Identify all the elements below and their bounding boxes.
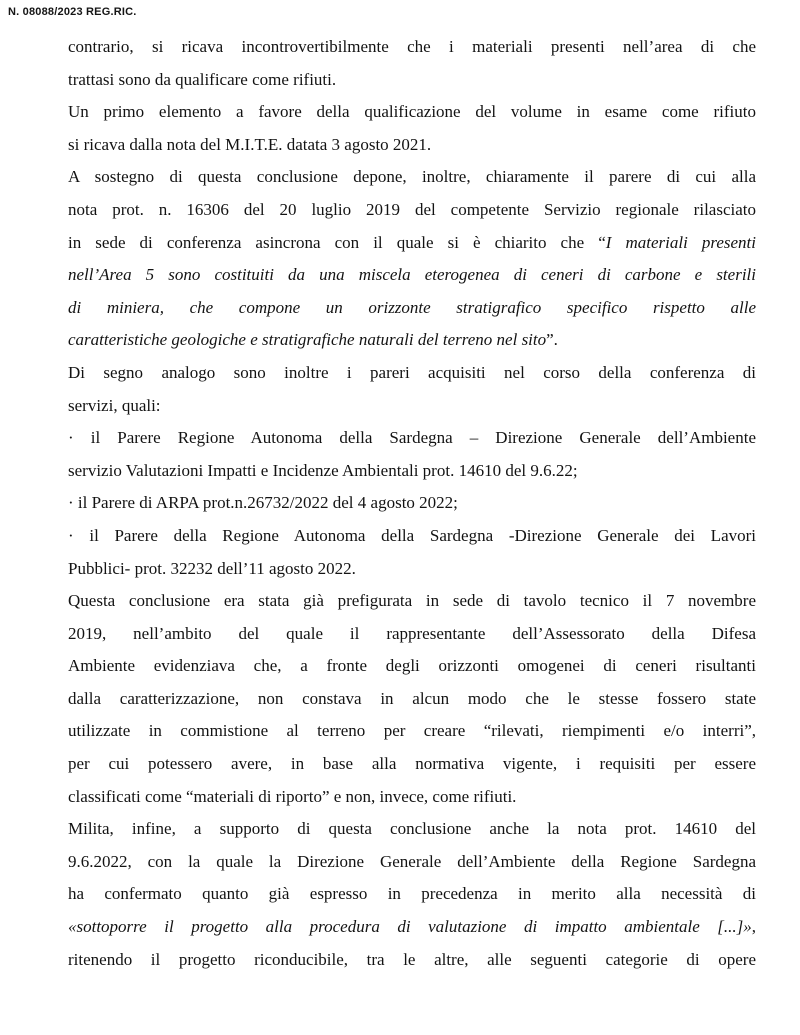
- body-text: contrario, si ricava incontrovertibilmente che i materiali presenti nell’area di che: [68, 37, 756, 56]
- document-line: [68, 683, 756, 716]
- body-text: Di segno analogo sono inoltre i pareri acquisiti nel corso della conferenza di: [68, 362, 756, 382]
- quoted-italic-text: I materiali presenti: [605, 232, 756, 252]
- document-line: [68, 553, 756, 586]
- body-text: · il Parere della Regione Autonoma della Sardegna -Direzione Generale dei Lavori: [68, 525, 756, 545]
- document-line: [68, 618, 756, 651]
- quoted-italic-text: «sottoporre il progetto alla procedura di valutazione di impatto ambientale [...]»: [68, 917, 752, 937]
- document-line: [68, 357, 756, 390]
- body-text: 2019, nell’ambito del quale il rappresentante dell’Assessorato della Difesa: [68, 623, 756, 643]
- document-line: [68, 813, 756, 846]
- document-line: [68, 520, 756, 553]
- case-number-header: N. 08088/2023 REG.RIC.: [8, 6, 137, 18]
- body-text: ”.: [546, 330, 558, 350]
- document-line: [68, 944, 756, 977]
- document-line: [68, 487, 756, 520]
- body-text: ritenendo il progetto riconducibile, tra le altre, alle seguenti categorie di opere: [68, 949, 756, 969]
- document-line: [68, 846, 756, 879]
- document-line: [68, 129, 756, 162]
- document-line: [68, 292, 756, 325]
- body-text: Milita, infine, a supporto di questa conclusione anche la nota prot. 14610 del: [68, 819, 756, 839]
- body-text: trattasi sono da qualificare come rifiuti.: [68, 69, 337, 89]
- body-text: 9.6.2022, con la quale la Direzione Generale dell’Ambiente della Regione Sardegna: [68, 851, 756, 871]
- body-text: servizi, quali:: [68, 395, 161, 415]
- body-text: servizio Valutazioni Impatti e Incidenze Ambientali prot. 14610 del 9.6.22;: [68, 460, 578, 480]
- body-text: per cui potessero avere, in base alla normativa vigente, i requisiti per essere: [68, 754, 756, 774]
- document-line: [68, 715, 756, 748]
- body-text: Pubblici- prot. 32232 dell’11 agosto 2022.: [68, 558, 356, 578]
- body-text: classificati come “materiali di riporto” e non, invece, come rifiuti.: [68, 786, 517, 806]
- document-line: [68, 911, 756, 944]
- body-text: A sostegno di questa conclusione depone, inoltre, chiaramente il parere di cui alla: [68, 167, 756, 187]
- document-line: [68, 422, 756, 455]
- document-line: [68, 227, 756, 260]
- document-line: [68, 748, 756, 781]
- document-line: [68, 781, 756, 814]
- body-text: ha confermato quanto già espresso in precedenza in merito alla necessità di: [68, 884, 756, 904]
- body-text: in sede di conferenza asincrona con il quale si è chiarito che “: [68, 232, 606, 252]
- body-text: · il Parere Regione Autonoma della Sardegna – Direzione Generale dell’Ambiente: [68, 428, 756, 448]
- document-line: [68, 161, 756, 194]
- quoted-italic-text: caratteristiche geologiche e stratigrafiche naturali del terreno nel sito: [68, 330, 547, 350]
- document-line: [68, 64, 756, 97]
- quoted-italic-text: nell’Area 5 sono costituiti da una miscela eterogenea di ceneri di carbone e sterili: [68, 265, 756, 285]
- document-line: [68, 455, 756, 488]
- document-line: [68, 878, 756, 911]
- document-line: [68, 96, 756, 129]
- body-text: Un primo elemento a favore della qualificazione del volume in esame come rifiuto: [68, 102, 756, 122]
- body-text: ,: [751, 917, 756, 937]
- document-line: [68, 194, 756, 227]
- body-text: Questa conclusione era stata già prefigurata in sede di tavolo tecnico il 7 novembre: [68, 591, 756, 611]
- document-line: [68, 650, 756, 683]
- body-text: nota prot. n. 16306 del 20 luglio 2019 del competente Servizio regionale rilasciato: [68, 199, 756, 219]
- body-text: si ricava dalla nota del M.I.T.E. datata 3 agosto 2021.: [68, 134, 432, 154]
- quoted-italic-text: di miniera, che compone un orizzonte stratigrafico specifico rispetto alle: [68, 297, 756, 317]
- document-body: [68, 31, 756, 976]
- body-text: Ambiente evidenziava che, a fronte degli orizzonti omogenei di ceneri risultanti: [68, 656, 756, 676]
- body-text: dalla caratterizzazione, non constava in alcun modo che le stesse fossero state: [68, 688, 756, 708]
- document-line: [68, 259, 756, 292]
- document-line: [68, 390, 756, 423]
- document-line: [68, 324, 756, 357]
- body-text: utilizzate in commistione al terreno per creare “rilevati, riempimenti e/o interri”,: [68, 721, 756, 741]
- document-line: [68, 31, 756, 64]
- body-text: · il Parere di ARPA prot.n.26732/2022 del 4 agosto 2022;: [68, 493, 458, 513]
- document-line: [68, 585, 756, 618]
